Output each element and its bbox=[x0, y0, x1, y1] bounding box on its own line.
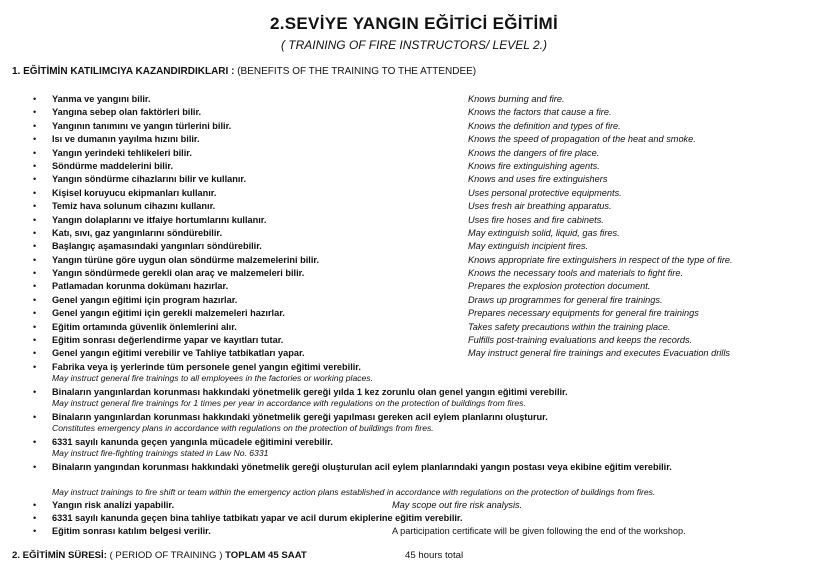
bullet-icon: • bbox=[33, 214, 37, 225]
list-item bbox=[0, 133, 828, 146]
list-item bbox=[0, 386, 828, 411]
item-text-en: Uses fresh air breathing apparatus. bbox=[468, 201, 612, 212]
item-text-tr: 6331 sayılı kanunda geçen yangınla mücadele eğitimini verebilir. bbox=[52, 436, 333, 447]
item-text-tr: Eğitim sonrası değerlendirme yapar ve kayıtları tutar. bbox=[52, 335, 284, 346]
item-text-tr: 6331 sayılı kanunda geçen bina tahliye tatbikatı yapar ve acil durum ekiplerine eğitim verebilir. bbox=[52, 512, 463, 523]
bullet-icon: • bbox=[33, 321, 37, 332]
bullet-icon: • bbox=[33, 281, 37, 292]
list-item bbox=[0, 294, 828, 307]
bullet-icon: • bbox=[33, 94, 37, 104]
item-text-tr: Başlangıç aşamasındaki yangınları söndürebilir. bbox=[52, 241, 262, 252]
bullet-icon: • bbox=[33, 361, 37, 372]
bullet-icon: • bbox=[33, 227, 37, 238]
list-item bbox=[0, 106, 828, 119]
bullet-icon: • bbox=[33, 174, 37, 185]
benefits-list bbox=[0, 93, 828, 538]
bullet-icon: • bbox=[33, 107, 37, 118]
item-text-tr: Fabrika veya iş yerlerinde tüm personele genel yangın eğitimi verebilir. bbox=[52, 361, 361, 372]
bullet-icon: • bbox=[33, 294, 37, 305]
list-item bbox=[0, 240, 828, 253]
list-item bbox=[0, 254, 828, 267]
item-text-tr: Yangın risk analizi yapabilir. bbox=[52, 499, 175, 510]
list-item bbox=[0, 525, 828, 538]
list-item bbox=[0, 93, 828, 106]
list-item bbox=[0, 187, 828, 200]
item-text-en: Knows fire extinguishing agents. bbox=[468, 160, 600, 171]
list-item bbox=[0, 120, 828, 133]
item-text-tr: Yangın türüne göre uygun olan söndürme malzemelerini bilir. bbox=[52, 254, 319, 265]
item-text-tr: Yanma ve yangını bilir. bbox=[52, 94, 151, 104]
list-item bbox=[0, 214, 828, 227]
section-1-label: 1. EĞİTİMİN KATILIMCIYA KAZANDIRDIKLARI : bbox=[12, 66, 235, 77]
bullet-icon: • bbox=[33, 525, 37, 536]
item-text-en: Knows the factors that cause a fire. bbox=[468, 107, 612, 118]
item-text-en: Constitutes emergency plans in accordance with regulations on the protection of buildings from fires. bbox=[52, 422, 434, 433]
bullet-icon: • bbox=[33, 160, 37, 171]
item-text-tr: Patlamadan korunma dokümanı hazırlar. bbox=[52, 281, 229, 292]
bullet-icon: • bbox=[33, 461, 37, 472]
item-text-en: May extinguish incipient fires. bbox=[468, 241, 589, 252]
item-text-tr: Yangın dolaplarını ve itfaiye hortumlarını kullanır. bbox=[52, 214, 267, 225]
bullet-icon: • bbox=[33, 201, 37, 212]
section-2-heading bbox=[12, 550, 464, 561]
item-text-en: Knows the dangers of fire place. bbox=[468, 147, 600, 158]
list-item bbox=[0, 307, 828, 320]
item-text-tr: Yangın söndürmede gerekli olan araç ve malzemeleri bilir. bbox=[52, 268, 305, 279]
list-item bbox=[0, 160, 828, 173]
item-text-tr: Yangın yerindeki tehlikeleri bilir. bbox=[52, 147, 192, 158]
item-text-en: Knows the definition and types of fire. bbox=[468, 120, 621, 131]
item-text-tr: Katı, sıvı, gaz yangınlarını söndürebilir. bbox=[52, 227, 223, 238]
document-subtitle: ( TRAINING OF FIRE INSTRUCTORS/ LEVEL 2.) bbox=[280, 38, 548, 52]
bullet-icon: • bbox=[33, 147, 37, 158]
section-1-heading bbox=[12, 66, 476, 77]
item-text-en: May scope out fire risk analysis. bbox=[392, 499, 523, 510]
item-text-tr: Binaların yangınlardan korunması hakkındaki yönetmelik gereği yapılması gereken acil eylem planlarını oluşturur. bbox=[52, 411, 548, 422]
item-text-tr: Genel yangın eğitimi için program hazırlar. bbox=[52, 294, 238, 305]
bullet-icon: • bbox=[33, 499, 37, 510]
bullet-icon: • bbox=[33, 120, 37, 131]
list-item bbox=[0, 347, 828, 360]
item-text-tr: Genel yangın eğitimi verebilir ve Tahliye tatbikatları yapar. bbox=[52, 348, 305, 359]
list-item bbox=[0, 200, 828, 213]
item-text-en: May instruct general fire trainings to all employees in the factories or working places. bbox=[52, 372, 373, 383]
list-item bbox=[0, 411, 828, 436]
item-text-tr: Genel yangın eğitimi için gerekli malzemeleri hazırlar. bbox=[52, 308, 285, 319]
item-text-en: May instruct trainings to fire shift or team within the emergency action plans established in accordance with regulations on the protection of buildings from fires. bbox=[52, 486, 656, 497]
list-item bbox=[0, 321, 828, 334]
bullet-icon: • bbox=[33, 134, 37, 145]
section-2-total-en: 45 hours total bbox=[405, 550, 464, 561]
section-1-label-en: (BENEFITS OF THE TRAINING TO THE ATTENDEE) bbox=[237, 66, 477, 77]
list-item bbox=[0, 334, 828, 347]
item-text-tr: Yangının tanımını ve yangın türlerini bilir. bbox=[52, 120, 232, 131]
bullet-icon: • bbox=[33, 348, 37, 359]
list-item bbox=[0, 361, 828, 386]
bullet-icon: • bbox=[33, 241, 37, 252]
item-text-en: May instruct fire-fighting trainings stated in Law No. 6331 bbox=[52, 447, 269, 458]
list-item bbox=[0, 436, 828, 461]
section-2-label-en: ( PERIOD OF TRAINING ) bbox=[109, 550, 223, 561]
list-item bbox=[0, 173, 828, 186]
item-text-en: Draws up programmes for general fire trainings. bbox=[468, 294, 663, 305]
item-text-en: Prepares necessary equipments for general fire trainings bbox=[468, 308, 699, 319]
bullet-icon: • bbox=[33, 436, 37, 447]
item-text-en: Knows the speed of propagation of the heat and smoke. bbox=[468, 134, 696, 145]
item-text-tr: Yangın söndürme cihazlarını bilir ve kullanır. bbox=[52, 174, 247, 185]
item-text-en: Prepares the explosion protection document. bbox=[468, 281, 651, 292]
item-text-tr: Temiz hava solunum cihazını kullanır. bbox=[52, 201, 216, 212]
item-text-tr: Kişisel koruyucu ekipmanları kullanır. bbox=[52, 187, 217, 198]
list-item bbox=[0, 267, 828, 280]
list-item bbox=[0, 499, 828, 512]
item-text-tr: Binaların yangından korunması hakkındaki yönetmelik gereği oluşturulan acil eylem planlarındaki yangın postası veya ekibine eğitim verebilir. bbox=[52, 461, 672, 472]
bullet-icon: • bbox=[33, 512, 37, 523]
list-item bbox=[0, 280, 828, 293]
item-text-tr: Eğitim sonrası katılım belgesi verilir. bbox=[52, 525, 211, 536]
item-text-en: Takes safety precautions within the training place. bbox=[468, 321, 671, 332]
section-2-label: 2. EĞİTİMİN SÜRESİ: bbox=[12, 550, 107, 561]
item-text-en: Knows appropriate fire extinguishers in respect of the type of fire. bbox=[468, 254, 733, 265]
item-text-en: May extinguish solid, liquid, gas fires. bbox=[468, 227, 620, 238]
bullet-icon: • bbox=[33, 386, 37, 397]
bullet-icon: • bbox=[33, 335, 37, 346]
item-text-tr: Eğitim ortamında güvenlik önlemlerini alır. bbox=[52, 321, 237, 332]
list-item bbox=[0, 147, 828, 160]
list-item bbox=[0, 461, 828, 499]
item-text-en: Knows burning and fire. bbox=[468, 94, 565, 104]
list-item bbox=[0, 512, 828, 525]
list-item bbox=[0, 227, 828, 240]
item-text-tr: Söndürme maddelerini bilir. bbox=[52, 160, 173, 171]
bullet-icon: • bbox=[33, 187, 37, 198]
item-text-en: May instruct general fire trainings and executes Evacuation drills bbox=[468, 348, 730, 359]
item-text-en: Uses fire hoses and fire cabinets. bbox=[468, 214, 604, 225]
document-title: 2.SEVİYE YANGIN EĞİTİCİ EĞİTİMİ bbox=[270, 14, 558, 33]
bullet-icon: • bbox=[33, 308, 37, 319]
item-text-en: Uses personal protective equipments. bbox=[468, 187, 622, 198]
item-text-tr: Isı ve dumanın yayılma hızını bilir. bbox=[52, 134, 200, 145]
item-text-en: Knows and uses fire extinguishers bbox=[468, 174, 608, 185]
item-text-tr: Binaların yangınlardan korunması hakkındaki yönetmelik gereği yılda 1 kez zorunlu olan genel yangın eğitimi verebilir. bbox=[52, 386, 568, 397]
item-text-en: A participation certificate will be given following the end of the workshop. bbox=[392, 525, 686, 536]
item-text-en: May instruct general fire trainings for 1 times per year in accordance with regulations on the protection of buildings from fires. bbox=[52, 397, 526, 408]
item-text-tr: Yangına sebep olan faktörleri bilir. bbox=[52, 107, 202, 118]
bullet-icon: • bbox=[33, 254, 37, 265]
section-2-total: TOPLAM 45 SAAT bbox=[225, 550, 307, 561]
bullet-icon: • bbox=[33, 268, 37, 279]
item-text-en: Fulfills post-training evaluations and keeps the records. bbox=[468, 335, 693, 346]
item-text-en: Knows the necessary tools and materials to fight fire. bbox=[468, 268, 683, 279]
bullet-icon: • bbox=[33, 411, 37, 422]
